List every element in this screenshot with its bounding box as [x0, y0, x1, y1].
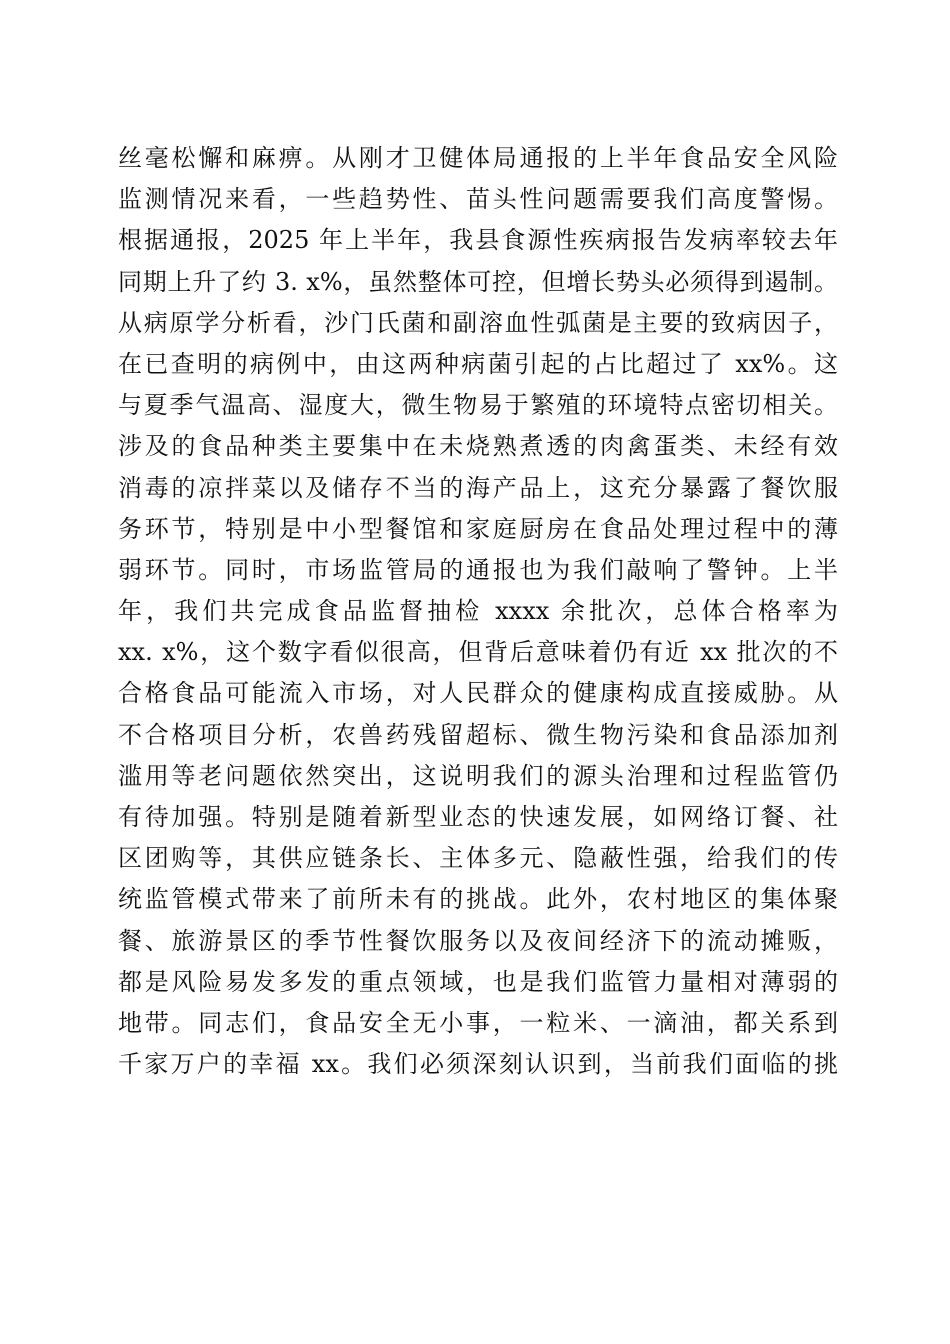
text-line: 根据通报，2025 年上半年，我县食源性疾病报告发病率较去年	[118, 226, 838, 255]
body-text	[118, 138, 838, 1085]
text-line: 滥用等老问题依然突出，这说明我们的源头治理和过程监管仍	[118, 761, 838, 790]
text-line: 与夏季气温高、湿度大，微生物易于繁殖的环境特点密切相关。	[118, 391, 838, 420]
text-line: 年，我们共完成食品监督抽检 xxxx 余批次，总体合格率为	[118, 597, 838, 626]
text-line: 都是风险易发多发的重点领域，也是我们监管力量相对薄弱的	[118, 967, 838, 996]
text-line: 从病原学分析看，沙门氏菌和副溶血性弧菌是主要的致病因子，	[118, 308, 838, 337]
text-line: 餐、旅游景区的季节性餐饮服务以及夜间经济下的流动摊贩，	[118, 926, 838, 955]
text-line: 在已查明的病例中，由这两种病菌引起的占比超过了 xx%。这	[118, 349, 838, 378]
text-line: 有待加强。特别是随着新型业态的快速发展，如网络订餐、社	[118, 803, 838, 831]
text-line: 涉及的食品种类主要集中在未烧熟煮透的肉禽蛋类、未经有效	[118, 432, 838, 461]
text-line: 地带。同志们，食品安全无小事，一粒米、一滴油，都关系到	[118, 1008, 838, 1037]
text-line: 区团购等，其供应链条长、主体多元、隐蔽性强，给我们的传	[118, 844, 838, 873]
text-line: 务环节，特别是中小型餐馆和家庭厨房在食品处理过程中的薄	[118, 514, 838, 543]
text-line: xx. x%，这个数字看似很高，但背后意味着仍有近 xx 批次的不	[118, 638, 838, 667]
text-line: 统监管模式带来了前所未有的挑战。此外，农村地区的集体聚	[118, 885, 838, 914]
text-line: 同期上升了约 3. x%，虽然整体可控，但增长势头必须得到遏制。	[118, 267, 838, 296]
text-line: 弱环节。同时，市场监管局的通报也为我们敲响了警钟。上半	[118, 555, 838, 584]
text-line: 丝毫松懈和麻痹。从刚才卫健体局通报的上半年食品安全风险	[118, 144, 838, 172]
text-line: 千家万户的幸福 xx。我们必须深刻认识到，当前我们面临的挑	[118, 1050, 838, 1079]
text-line: 消毒的凉拌菜以及储存不当的海产品上，这充分暴露了餐饮服	[118, 473, 838, 502]
text-line: 合格食品可能流入市场，对人民群众的健康构成直接威胁。从	[118, 679, 838, 708]
text-line: 监测情况来看，一些趋势性、苗头性问题需要我们高度警惕。	[118, 185, 838, 214]
text-line: 不合格项目分析，农兽药残留超标、微生物污染和食品添加剂	[118, 720, 838, 749]
